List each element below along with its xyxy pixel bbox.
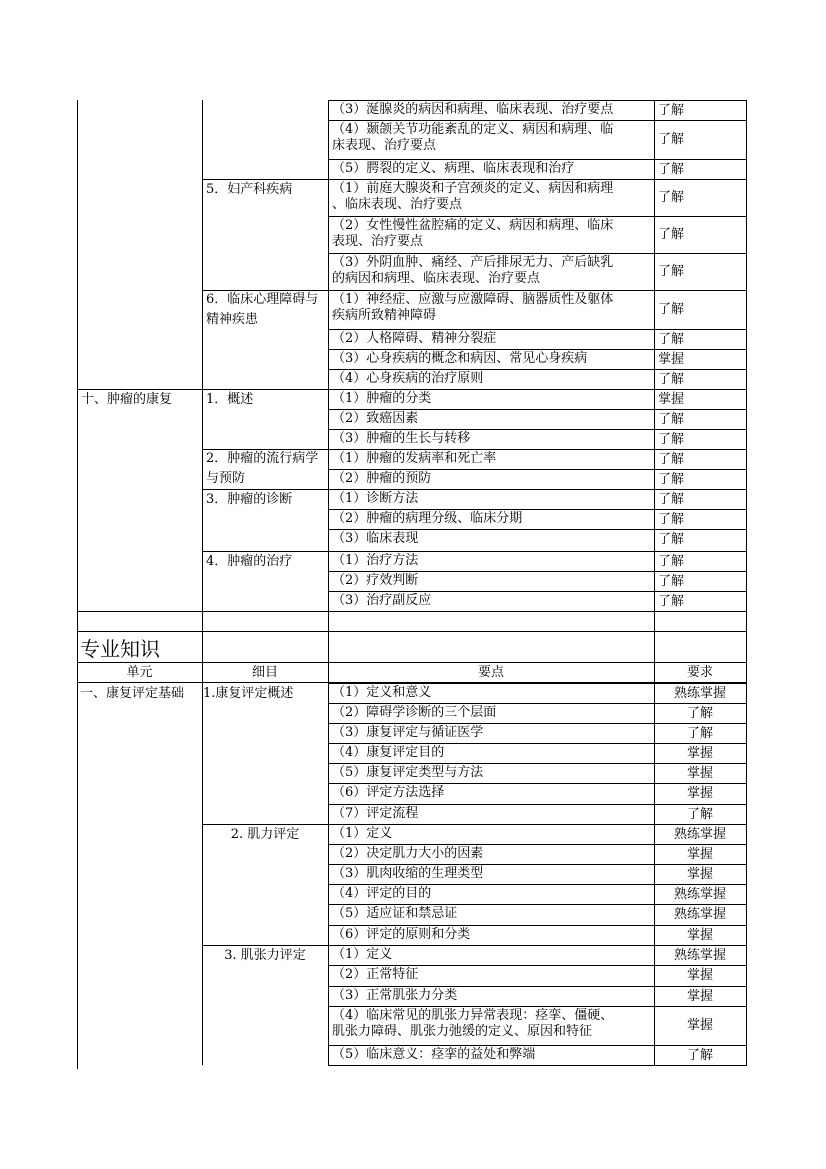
requirement-text: 掌握 (686, 786, 713, 801)
point-text: （2）疗效判断 (332, 573, 419, 588)
v-rule (328, 682, 329, 1065)
header-requirement: 要求 (686, 665, 713, 680)
point-text: 表现、治疗要点 (332, 234, 424, 249)
requirement-text: 熟练掌握 (673, 827, 726, 842)
requirement-text: 了解 (658, 227, 685, 242)
requirement-text: 掌握 (686, 968, 713, 983)
requirement-text: 了解 (658, 554, 685, 569)
point-text: （3）肌肉收缩的生理类型 (332, 866, 484, 881)
point-text: （5）腭裂的定义、病理、临床表现和治疗 (332, 161, 575, 176)
h-rule (202, 551, 329, 552)
h-rule (328, 329, 747, 330)
point-text: 的病因和病理、临床表现、治疗要点 (332, 271, 541, 286)
requirement-text: 了解 (658, 103, 685, 118)
unit-text: 一、康复评定基础 (80, 686, 185, 701)
point-text: 床表现、治疗要点 (332, 138, 437, 153)
header-point: 要点 (477, 665, 504, 680)
h-rule (202, 389, 329, 390)
h-rule (328, 1045, 747, 1046)
requirement-text: 了解 (658, 412, 685, 427)
subitem-text: 4．肿瘤的治疗 (206, 554, 293, 569)
h-rule (328, 703, 747, 704)
point-text: （4）心身疾病的治疗原则 (332, 371, 484, 386)
point-text: （2）正常特征 (332, 967, 419, 982)
h-rule (328, 571, 747, 572)
requirement-text: 掌握 (686, 746, 713, 761)
requirement-text: 了解 (686, 807, 713, 822)
point-text: （3）肿瘤的生长与转移 (332, 431, 471, 446)
h-rule (202, 945, 329, 946)
point-text: （3）临床表现 (332, 531, 419, 546)
h-rule (328, 509, 747, 510)
requirement-text: 掌握 (686, 766, 713, 781)
h-rule (328, 743, 747, 744)
point-text: （2）障碍学诊断的三个层面 (332, 705, 497, 720)
h-rule (328, 804, 747, 805)
requirement-text: 了解 (658, 532, 685, 547)
h-rule (328, 884, 747, 885)
point-text: （4）临床常见的肌张力异常表现：痉挛、僵硬、 (332, 1008, 614, 1023)
h-rule (328, 824, 747, 825)
requirement-text: 了解 (658, 492, 685, 507)
v-rule (77, 100, 78, 632)
requirement-text: 掌握 (686, 847, 713, 862)
point-text: （1）定义 (332, 947, 393, 962)
h-rule (328, 159, 747, 160)
point-text: （2）肿瘤的病理分级、临床分期 (332, 511, 523, 526)
requirement-text: 熟练掌握 (673, 948, 726, 963)
h-rule (202, 179, 329, 180)
subitem-text: 1.康复评定概述 (203, 686, 294, 701)
point-text: （1）神经症、应激与应激障碍、脑器质性及躯体 (332, 292, 614, 307)
requirement-text: 掌握 (658, 392, 685, 407)
h-rule (328, 529, 747, 530)
point-text: （3）治疗副反应 (332, 593, 432, 608)
point-text: （1）定义 (332, 826, 393, 841)
h-rule (328, 216, 747, 217)
point-text: （2）决定肌力大小的因素 (332, 846, 484, 861)
point-text: （1）治疗方法 (332, 553, 419, 568)
requirement-text: 熟练掌握 (673, 907, 726, 922)
point-text: （1）肿瘤的发病率和死亡率 (332, 451, 497, 466)
point-text: （2）人格障碍、精神分裂症 (332, 331, 497, 346)
h-rule (202, 824, 329, 825)
point-text: 肌张力障碍、肌张力弛缓的定义、原因和特征 (332, 1024, 593, 1039)
requirement-text: 了解 (658, 372, 685, 387)
requirement-text: 了解 (686, 1048, 713, 1063)
h-rule (328, 591, 747, 592)
requirement-text: 了解 (658, 162, 685, 177)
subitem-text: 5．妇产科疾病 (206, 182, 293, 197)
requirement-text: 了解 (658, 432, 685, 447)
requirement-text: 了解 (658, 190, 685, 205)
h-rule (328, 290, 747, 291)
h-rule (328, 783, 747, 784)
point-text: （3）正常肌张力分类 (332, 988, 458, 1003)
point-text: （5）适应证和禁忌证 (332, 906, 458, 921)
requirement-text: 了解 (658, 132, 685, 147)
point-text: （2）女性慢性盆腔痛的定义、病因和病理、临床 (332, 218, 614, 233)
h-rule (328, 409, 747, 410)
requirement-text: 了解 (658, 452, 685, 467)
header-unit: 单元 (126, 665, 153, 680)
h-rule (328, 1065, 747, 1066)
h-rule (328, 683, 747, 684)
h-rule (328, 904, 747, 905)
h-rule (328, 925, 747, 926)
unit-text: 十、肿瘤的康复 (81, 392, 173, 407)
h-rule (328, 864, 747, 865)
h-rule (77, 389, 203, 390)
h-rule (328, 1006, 747, 1007)
requirement-text: 掌握 (686, 1018, 713, 1033)
point-text: （6）评定的原则和分类 (332, 927, 471, 942)
point-text: （1）肿瘤的分类 (332, 391, 432, 406)
point-text: （7）评定流程 (332, 806, 419, 821)
requirement-text: 掌握 (686, 928, 713, 943)
h-rule (328, 723, 747, 724)
v-rule (746, 682, 747, 1065)
h-rule (202, 489, 329, 490)
requirement-text: 熟练掌握 (673, 887, 726, 902)
point-text: （1）前庭大腺炎和子宫颈炎的定义、病因和病理 (332, 181, 614, 196)
h-rule (328, 349, 747, 350)
h-rule (328, 120, 747, 121)
h-rule (77, 631, 747, 632)
h-rule (328, 945, 747, 946)
requirement-text: 了解 (686, 706, 713, 721)
v-rule (202, 682, 203, 1065)
requirement-text: 掌握 (686, 867, 713, 882)
v-rule (77, 631, 78, 1069)
v-rule (746, 631, 747, 682)
requirement-text: 了解 (658, 512, 685, 527)
point-text: （3）涎腺炎的病因和病理、临床表现、治疗要点 (332, 102, 614, 117)
requirement-text: 了解 (658, 574, 685, 589)
point-text: （2）致癌因素 (332, 411, 419, 426)
requirement-text: 了解 (658, 472, 685, 487)
point-text: （4）康复评定目的 (332, 745, 445, 760)
h-rule (328, 844, 747, 845)
h-rule (328, 965, 747, 966)
requirement-text: 掌握 (686, 989, 713, 1004)
point-text: （3）康复评定与循证医学 (332, 725, 484, 740)
subitem-text: 1．概述 (206, 392, 254, 407)
subitem-text: 2. 肌力评定 (230, 827, 300, 842)
h-rule (328, 763, 747, 764)
h-rule (328, 100, 747, 101)
point-text: （5）康复评定类型与方法 (332, 765, 484, 780)
point-text: （4）颞颌关节功能紊乱的定义、病因和病理、临 (332, 122, 614, 137)
point-text: 、临床表现、治疗要点 (332, 197, 463, 212)
subitem-text: 3. 肌张力评定 (224, 948, 306, 963)
point-text: （3）外阴血肿、痛经、产后排尿无力、产后缺乳 (332, 255, 614, 270)
h-rule (328, 449, 747, 450)
h-rule (328, 389, 747, 390)
h-rule (328, 551, 747, 552)
requirement-text: 了解 (658, 594, 685, 609)
subitem-text: 6．临床心理障碍与精神疾患 (206, 292, 319, 327)
point-text: （4）评定的目的 (332, 886, 432, 901)
h-rule (328, 429, 747, 430)
h-rule (328, 986, 747, 987)
point-text: （3）心身疾病的概念和病因、常见心身疾病 (332, 351, 588, 366)
requirement-text: 了解 (658, 332, 685, 347)
requirement-text: 了解 (658, 264, 685, 279)
point-text: （5）临床意义：痉挛的益处和弊端 (332, 1047, 536, 1062)
point-text: （6）评定方法选择 (332, 785, 445, 800)
h-rule (328, 253, 747, 254)
point-text: 疾病所致精神障碍 (332, 308, 437, 323)
requirement-text: 了解 (658, 302, 685, 317)
subitem-text: 2．肿瘤的流行病学与预防 (206, 451, 319, 486)
h-rule (328, 489, 747, 490)
h-rule (77, 662, 747, 663)
h-rule (328, 469, 747, 470)
requirement-text: 掌握 (658, 352, 685, 367)
point-text: （2）肿瘤的预防 (332, 471, 432, 486)
requirement-text: 了解 (686, 726, 713, 741)
h-rule (328, 179, 747, 180)
h-rule (328, 369, 747, 370)
h-rule (77, 611, 747, 612)
point-text: （1）诊断方法 (332, 491, 419, 506)
point-text: （1）定义和意义 (332, 685, 432, 700)
section-title: 专业知识 (80, 637, 160, 661)
subitem-text: 3．肿瘤的诊断 (206, 492, 293, 507)
requirement-text: 熟练掌握 (673, 686, 726, 701)
header-subitem: 细目 (251, 665, 278, 680)
